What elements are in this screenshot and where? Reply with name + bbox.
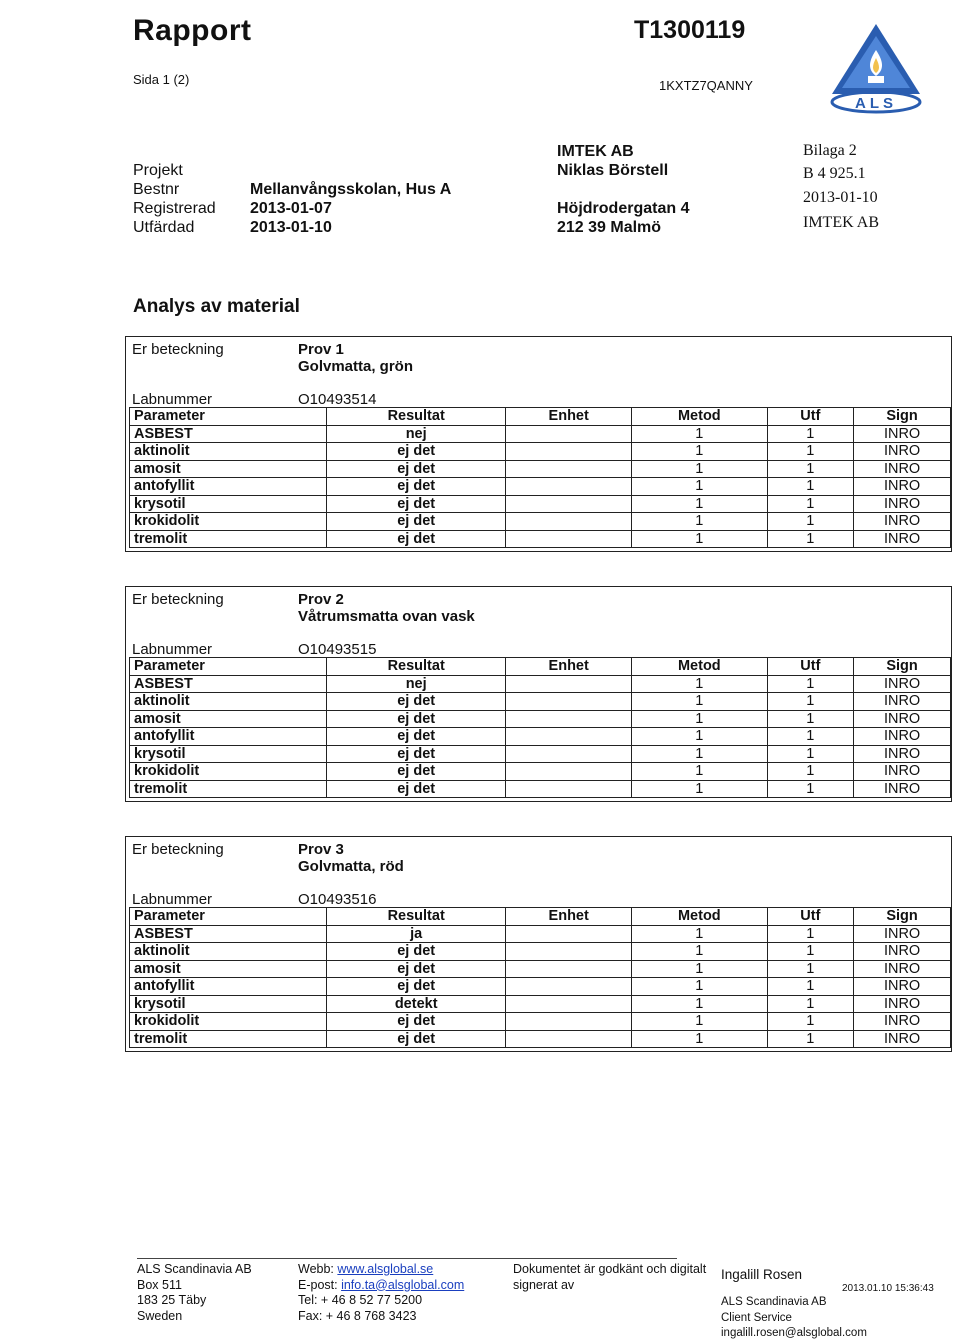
table-row (130, 960, 951, 978)
annotation-bilaga: Bilaga 2 (803, 142, 857, 159)
table-cell: 1 (767, 1013, 854, 1031)
signer-details (721, 1295, 867, 1342)
table-cell: 1 (767, 978, 854, 996)
table-cell: 1 (767, 675, 854, 693)
table-cell: krokidolit (130, 513, 327, 531)
table-cell: aktinolit (130, 443, 327, 461)
web-label: Webb: (298, 1262, 338, 1276)
results-table (129, 907, 951, 1048)
table-row (130, 513, 951, 531)
sample-block-1 (125, 336, 952, 552)
table-cell: INRO (854, 693, 951, 711)
table-cell: 1 (767, 513, 854, 531)
table-cell: 1 (632, 943, 767, 961)
er-beteckning-label: Er beteckning (132, 341, 224, 358)
labnummer-value: O10493516 (298, 891, 377, 908)
labnummer-label: Labnummer (132, 391, 213, 408)
table-cell: 1 (632, 780, 767, 798)
sample-description: Golvmatta, grön (298, 358, 414, 375)
footer-tel: Tel: + 46 8 52 77 5200 (298, 1293, 423, 1307)
footer-box: Box 511 (137, 1277, 182, 1292)
table-cell: INRO (854, 925, 951, 943)
sample-block-2 (125, 586, 952, 802)
column-header: Resultat (327, 658, 506, 676)
table-cell: 1 (767, 1030, 854, 1048)
labnummer-value: O10493514 (298, 391, 377, 408)
sample-description: Golvmatta, röd (298, 858, 404, 875)
table-row (130, 943, 951, 961)
column-header: Enhet (506, 408, 632, 426)
table-row (130, 763, 951, 781)
table-cell: ASBEST (130, 925, 327, 943)
table-header-row (130, 658, 951, 676)
table-row (130, 443, 951, 461)
table-cell: 1 (767, 960, 854, 978)
label-registrerad: Registrerad (133, 200, 216, 217)
column-header: Parameter (130, 908, 327, 926)
table-row (130, 1013, 951, 1031)
table-cell (506, 530, 632, 548)
table-cell: 1 (632, 745, 767, 763)
web-link[interactable]: www.alsglobal.se (337, 1262, 434, 1276)
table-cell: amosit (130, 960, 327, 978)
table-cell (506, 478, 632, 496)
table-cell: ej det (327, 745, 506, 763)
footer-company: ALS Scandinavia AB (137, 1262, 252, 1276)
table-cell: INRO (854, 675, 951, 693)
table-cell: ej det (327, 530, 506, 548)
client-contact: Niklas Börstell (557, 162, 669, 179)
footer-fax: Fax: + 46 8 768 3423 (298, 1308, 417, 1323)
table-row (130, 478, 951, 496)
email-label: E-post: (298, 1277, 342, 1292)
table-cell: INRO (854, 478, 951, 496)
footer-divider (137, 1258, 677, 1259)
page-info: Sida 1 (2) (133, 72, 190, 87)
table-cell: 1 (632, 530, 767, 548)
table-cell: INRO (854, 960, 951, 978)
column-header: Utf (767, 658, 854, 676)
table-cell: INRO (854, 978, 951, 996)
table-cell: 1 (632, 513, 767, 531)
table-cell: krokidolit (130, 1013, 327, 1031)
table-cell: 1 (632, 675, 767, 693)
er-beteckning-label: Er beteckning (132, 841, 224, 858)
table-cell (506, 763, 632, 781)
table-cell: INRO (854, 780, 951, 798)
table-row (130, 460, 951, 478)
column-header: Metod (632, 658, 767, 676)
table-cell: INRO (854, 995, 951, 1013)
table-cell: 1 (767, 693, 854, 711)
table-cell: ej det (327, 495, 506, 513)
table-cell: antofyllit (130, 728, 327, 746)
table-cell: 1 (632, 693, 767, 711)
table-row (130, 495, 951, 513)
table-cell: 1 (632, 710, 767, 728)
table-cell: ej det (327, 443, 506, 461)
column-header: Resultat (327, 908, 506, 926)
table-row (130, 745, 951, 763)
value-registrerad: 2013-01-07 (250, 200, 332, 217)
table-cell: 1 (632, 925, 767, 943)
table-cell (506, 780, 632, 798)
table-cell: krysotil (130, 745, 327, 763)
signer-company: ALS Scandinavia AB (721, 1296, 827, 1308)
table-row (130, 693, 951, 711)
table-cell: INRO (854, 728, 951, 746)
table-row (130, 425, 951, 443)
table-cell: nej (327, 675, 506, 693)
table-cell (506, 1013, 632, 1031)
label-projekt: Projekt (133, 162, 183, 179)
table-cell: INRO (854, 460, 951, 478)
table-cell: INRO (854, 495, 951, 513)
table-cell: 1 (767, 495, 854, 513)
table-cell (506, 960, 632, 978)
annotation-date: 2013-01-10 (803, 189, 878, 206)
label-bestnr: Bestnr (133, 181, 180, 198)
table-cell (506, 925, 632, 943)
results-table (129, 407, 951, 548)
table-cell: ej det (327, 780, 506, 798)
section-title: Analys av material (133, 296, 300, 317)
sample-name: Prov 3 (298, 841, 344, 858)
labnummer-label: Labnummer (132, 891, 213, 908)
column-header: Sign (854, 908, 951, 926)
table-cell (506, 460, 632, 478)
results-table (129, 657, 951, 798)
table-cell: 1 (767, 995, 854, 1013)
table-cell: INRO (854, 745, 951, 763)
table-cell: ASBEST (130, 675, 327, 693)
value-utfardad: 2013-01-10 (250, 219, 332, 236)
table-cell (506, 943, 632, 961)
table-cell (506, 693, 632, 711)
table-cell: tremolit (130, 780, 327, 798)
table-cell: 1 (767, 728, 854, 746)
sign-note (513, 1262, 706, 1293)
column-header: Utf (767, 408, 854, 426)
table-cell: INRO (854, 710, 951, 728)
table-cell: 1 (632, 478, 767, 496)
table-cell (506, 1030, 632, 1048)
table-cell: ej det (327, 460, 506, 478)
signer-role: Client Service (721, 1311, 792, 1324)
table-cell: krokidolit (130, 763, 327, 781)
table-cell: 1 (632, 763, 767, 781)
table-cell: aktinolit (130, 693, 327, 711)
annotation-company: IMTEK AB (803, 214, 879, 231)
table-cell (506, 710, 632, 728)
table-cell: ej det (327, 1030, 506, 1048)
column-header: Enhet (506, 908, 632, 926)
column-header: Utf (767, 908, 854, 926)
table-cell: INRO (854, 1013, 951, 1031)
table-header-row (130, 408, 951, 426)
column-header: Enhet (506, 658, 632, 676)
logo-text: ALS (855, 95, 897, 112)
sign-note-line1: Dokumentet är godkänt och digitalt (513, 1262, 707, 1276)
client-street: Höjdrodergatan 4 (557, 200, 690, 217)
table-cell: ASBEST (130, 425, 327, 443)
annotation-ref: B 4 925.1 (803, 165, 866, 182)
table-row (130, 978, 951, 996)
table-row (130, 925, 951, 943)
report-number: T1300119 (634, 16, 746, 44)
footer-country: Sweden (137, 1308, 183, 1323)
table-cell: INRO (854, 763, 951, 781)
email-link[interactable]: info.ta@alsglobal.com (341, 1277, 465, 1292)
table-cell: 1 (767, 943, 854, 961)
table-cell: 1 (767, 530, 854, 548)
table-cell: INRO (854, 943, 951, 961)
table-cell (506, 513, 632, 531)
client-company: IMTEK AB (557, 143, 634, 160)
er-beteckning-label: Er beteckning (132, 591, 224, 608)
table-row (130, 1030, 951, 1048)
table-cell (506, 443, 632, 461)
table-cell (506, 425, 632, 443)
sample-name: Prov 2 (298, 591, 344, 608)
table-row (130, 728, 951, 746)
labnummer-value: O10493515 (298, 641, 377, 658)
table-row (130, 710, 951, 728)
table-cell (506, 675, 632, 693)
table-cell: krysotil (130, 495, 327, 513)
table-cell: 1 (767, 478, 854, 496)
table-cell (506, 978, 632, 996)
table-cell: antofyllit (130, 978, 327, 996)
table-cell: ej det (327, 978, 506, 996)
table-cell: ja (327, 925, 506, 943)
table-cell: ej det (327, 728, 506, 746)
table-cell: 1 (632, 495, 767, 513)
table-cell: ej det (327, 478, 506, 496)
table-cell: INRO (854, 1030, 951, 1048)
sample-name: Prov 1 (298, 341, 344, 358)
table-cell: tremolit (130, 1030, 327, 1048)
table-cell: 1 (632, 1013, 767, 1031)
footer-address (137, 1262, 252, 1324)
table-row (130, 675, 951, 693)
table-cell: detekt (327, 995, 506, 1013)
table-cell: tremolit (130, 530, 327, 548)
table-cell: antofyllit (130, 478, 327, 496)
value-bestnr: Mellanvångsskolan, Hus A (250, 181, 452, 198)
table-cell: 1 (767, 443, 854, 461)
table-cell: aktinolit (130, 943, 327, 961)
column-header: Sign (854, 408, 951, 426)
table-cell: INRO (854, 443, 951, 461)
sign-timestamp: 2013.01.10 15:36:43 (842, 1283, 934, 1294)
footer-postal: 183 25 Täby (137, 1293, 207, 1307)
table-cell (506, 995, 632, 1013)
sign-note-line2: signerat av (513, 1277, 575, 1292)
table-cell: 1 (767, 710, 854, 728)
signer-email: ingalill.rosen@alsglobal.com (721, 1327, 867, 1339)
table-cell: 1 (632, 978, 767, 996)
table-row (130, 995, 951, 1013)
table-cell: INRO (854, 425, 951, 443)
column-header: Metod (632, 408, 767, 426)
sample-description: Våtrumsmatta ovan vask (298, 608, 475, 625)
table-cell (506, 495, 632, 513)
client-city: 212 39 Malmö (557, 219, 662, 236)
table-cell: 1 (632, 995, 767, 1013)
document-code: 1KXTZ7QANNY (659, 78, 753, 93)
table-cell: ej det (327, 960, 506, 978)
table-cell: 1 (632, 460, 767, 478)
table-row (130, 780, 951, 798)
table-cell: amosit (130, 460, 327, 478)
table-cell: 1 (632, 960, 767, 978)
table-cell: ej det (327, 763, 506, 781)
column-header: Metod (632, 908, 767, 926)
column-header: Parameter (130, 408, 327, 426)
table-cell: ej det (327, 710, 506, 728)
table-cell: 1 (767, 745, 854, 763)
table-cell: ej det (327, 943, 506, 961)
table-cell (506, 745, 632, 763)
table-cell: 1 (632, 1030, 767, 1048)
table-cell: 1 (767, 925, 854, 943)
table-cell: amosit (130, 710, 327, 728)
column-header: Sign (854, 658, 951, 676)
table-cell: nej (327, 425, 506, 443)
table-cell: 1 (767, 780, 854, 798)
table-header-row (130, 908, 951, 926)
label-utfardad: Utfärdad (133, 219, 195, 236)
column-header: Resultat (327, 408, 506, 426)
labnummer-label: Labnummer (132, 641, 213, 658)
table-cell: 1 (632, 728, 767, 746)
table-cell: INRO (854, 513, 951, 531)
table-cell: 1 (767, 763, 854, 781)
table-cell: INRO (854, 530, 951, 548)
table-cell: 1 (767, 425, 854, 443)
table-cell: ej det (327, 693, 506, 711)
column-header: Parameter (130, 658, 327, 676)
table-cell: 1 (767, 460, 854, 478)
table-row (130, 530, 951, 548)
table-cell: ej det (327, 513, 506, 531)
table-cell (506, 728, 632, 746)
table-cell: ej det (327, 1013, 506, 1031)
table-cell: 1 (632, 425, 767, 443)
report-title: Rapport (133, 14, 252, 47)
footer-contact (298, 1262, 464, 1324)
als-logo (828, 22, 924, 114)
sample-block-3 (125, 836, 952, 1052)
table-cell: 1 (632, 443, 767, 461)
signer-name: Ingalill Rosen (721, 1267, 803, 1282)
table-cell: krysotil (130, 995, 327, 1013)
